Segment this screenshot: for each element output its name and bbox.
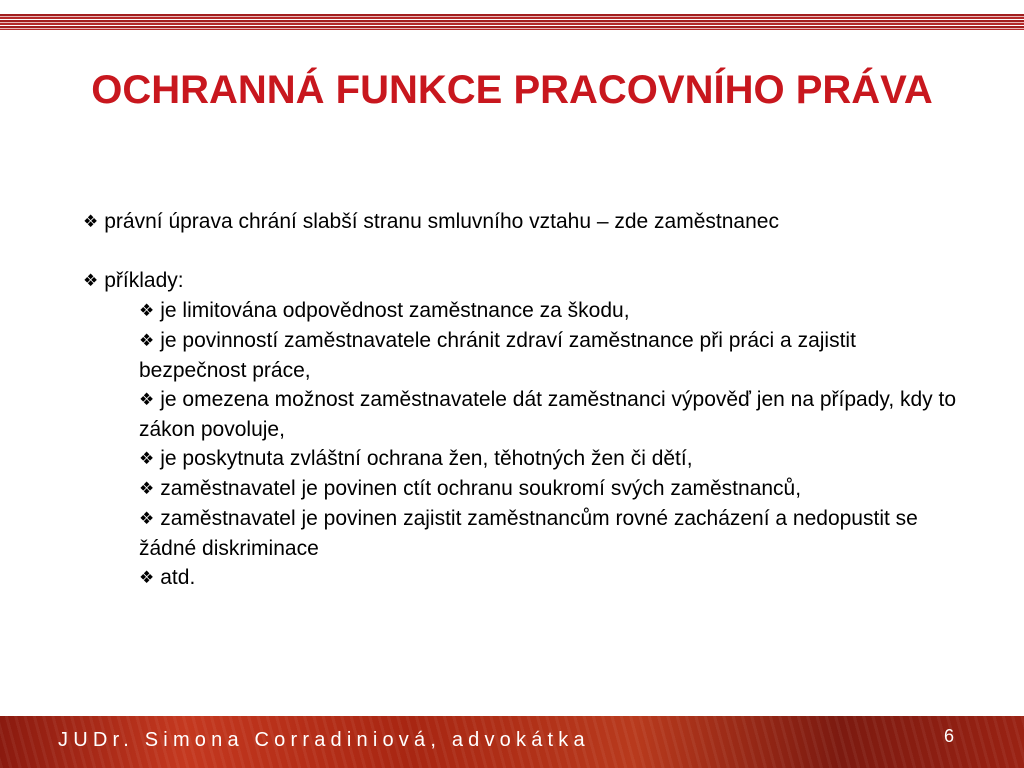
slide-title: OCHRANNÁ FUNKCE PRACOVNÍHO PRÁVA bbox=[91, 68, 933, 112]
bullet-text: příklady: bbox=[104, 269, 184, 292]
page-number: 6 bbox=[944, 726, 955, 746]
sub-bullet-6 bbox=[83, 504, 963, 563]
diamond-bullet-icon: ❖ bbox=[139, 509, 155, 528]
bullet-text: je povinností zaměstnavatele chránit zdraví zaměstnance při práci a zajistit bezpečnost práce, bbox=[139, 329, 856, 382]
bullet-text: atd. bbox=[160, 566, 196, 589]
bullet-intro bbox=[83, 207, 963, 237]
bullet-text: zaměstnavatel je povinen ctít ochranu soukromí svých zaměstnanců, bbox=[160, 477, 802, 500]
spacer bbox=[83, 237, 963, 266]
diamond-bullet-icon: ❖ bbox=[139, 390, 155, 409]
bullet-text: zaměstnavatel je povinen zajistit zaměstnancům rovné zacházení a nedopustit se žádné diskriminace bbox=[139, 507, 918, 560]
bullet-text: je poskytnuta zvláštní ochrana žen, těhotných žen či dětí, bbox=[160, 447, 693, 470]
bullet-text: je limitována odpovědnost zaměstnance za škodu, bbox=[160, 299, 630, 322]
sub-bullet-1 bbox=[83, 296, 963, 326]
sub-bullet-5 bbox=[83, 474, 963, 504]
diamond-bullet-icon: ❖ bbox=[139, 449, 155, 468]
diamond-bullet-icon: ❖ bbox=[83, 271, 99, 290]
sub-bullet-4 bbox=[83, 444, 963, 474]
diamond-bullet-icon: ❖ bbox=[139, 568, 155, 587]
bullet-text: právní úprava chrání slabší stranu smluvního vztahu – zde zaměstnanec bbox=[104, 210, 779, 233]
sub-bullet-7 bbox=[83, 563, 963, 593]
sub-bullet-2 bbox=[83, 326, 963, 385]
footer-author: JUDr. Simona Corradiniová, advokátka bbox=[58, 729, 590, 751]
sub-bullet-3 bbox=[83, 385, 963, 444]
top-decorative-band bbox=[0, 14, 1024, 30]
diamond-bullet-icon: ❖ bbox=[139, 331, 155, 350]
diamond-bullet-icon: ❖ bbox=[139, 479, 155, 498]
bullet-examples bbox=[83, 266, 963, 296]
bullet-text: je omezena možnost zaměstnavatele dát zaměstnanci výpověď jen na případy, kdy to zákon povoluje, bbox=[139, 388, 957, 441]
slide-content bbox=[83, 207, 963, 593]
diamond-bullet-icon: ❖ bbox=[83, 212, 99, 231]
footer-bar bbox=[0, 716, 1024, 768]
diamond-bullet-icon: ❖ bbox=[139, 301, 155, 320]
